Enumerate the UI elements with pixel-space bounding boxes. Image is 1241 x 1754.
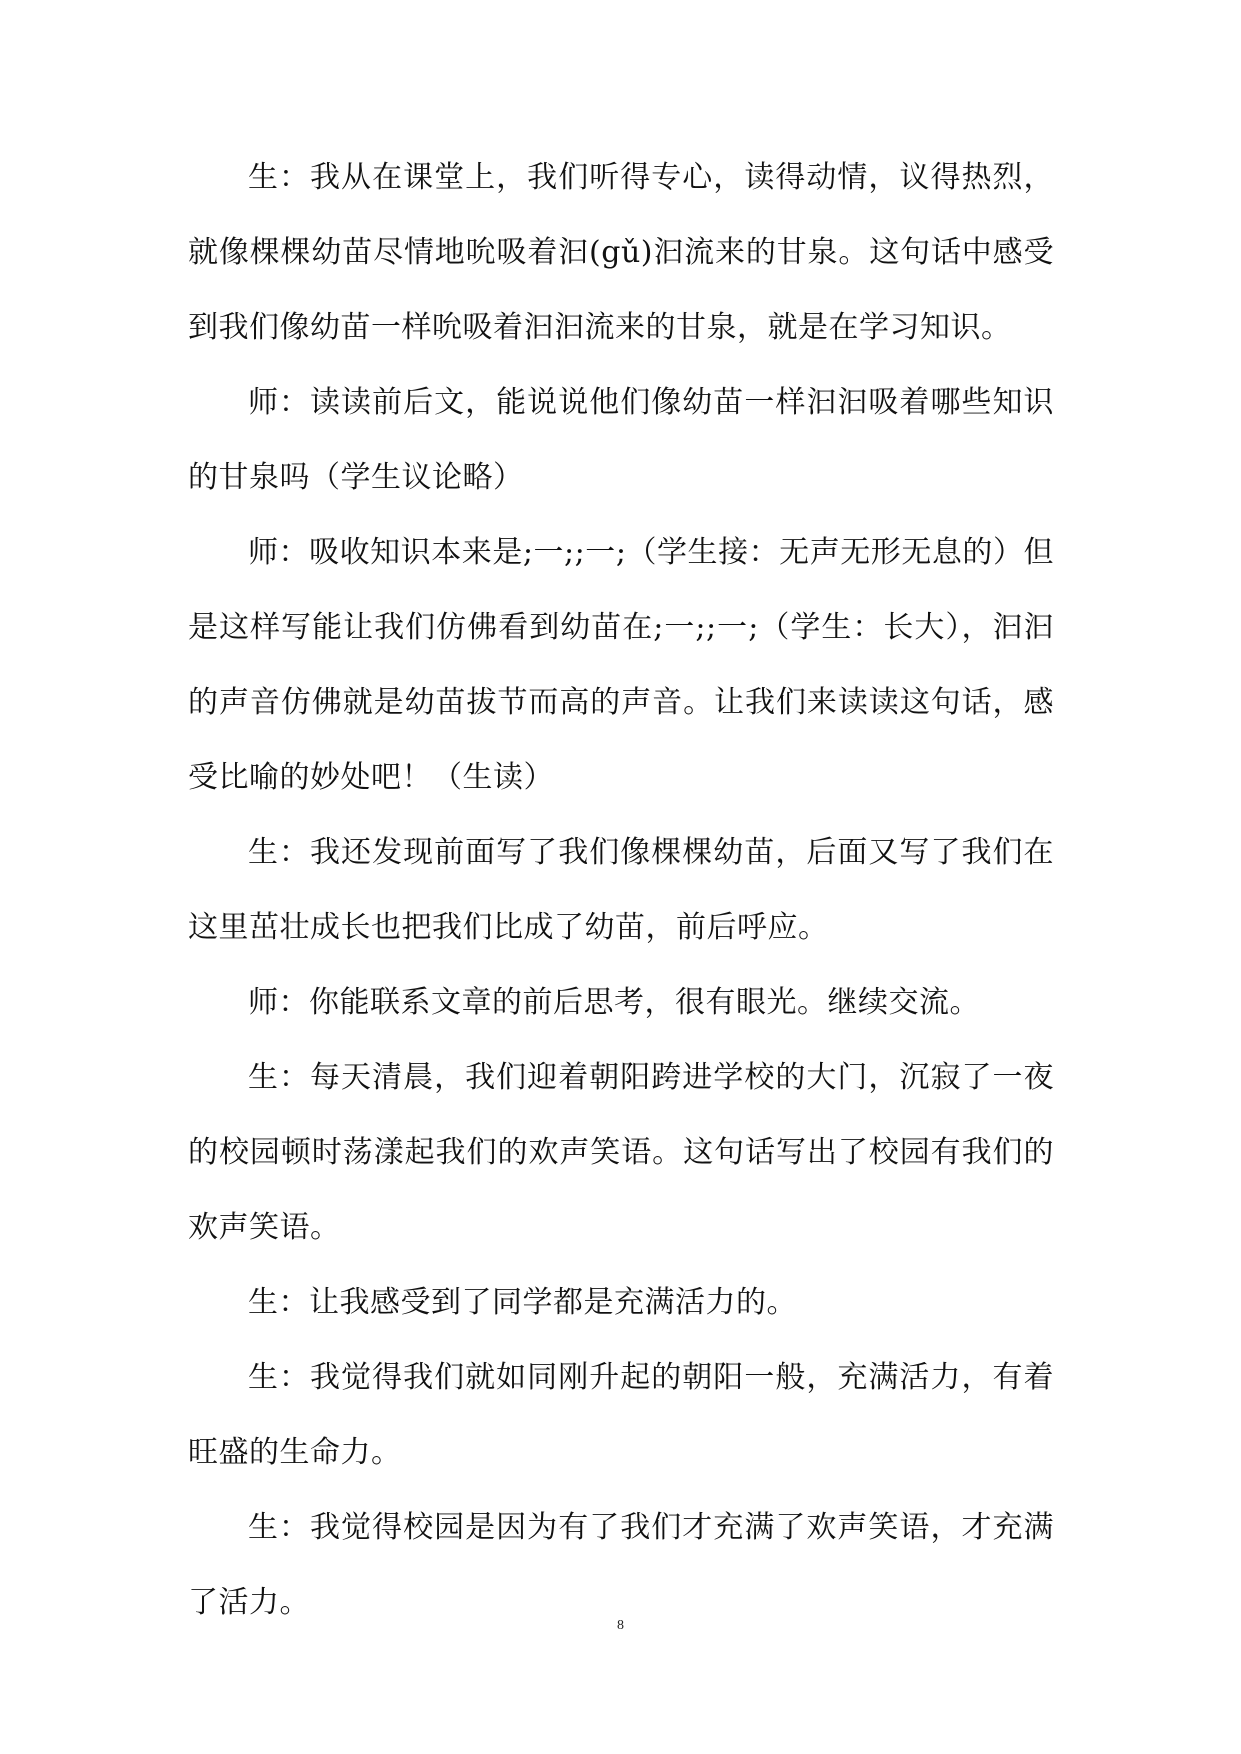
body-text <box>188 140 1054 1640</box>
paragraph-1: 生：我从在课堂上，我们听得专心，读得动情，议得热烈，就像棵棵幼苗尽情地吮吸着汩(gǔ)汩流来的甘泉。这句话中感受到我们像幼苗一样吮吸着汩汩流来的甘泉，就是在学习知识。 <box>188 160 1054 345</box>
page-number: 8 <box>617 1618 624 1633</box>
paragraph-9: 生：我觉得校园是因为有了我们才充满了欢声笑语，才充满了活力。 <box>188 1510 1054 1620</box>
paragraph-5: 师：你能联系文章的前后思考，很有眼光。继续交流。 <box>248 985 980 1020</box>
paragraph-2: 师：读读前后文，能说说他们像幼苗一样汩汩吸着哪些知识的甘泉吗（学生议论略） <box>188 385 1054 495</box>
paragraph-3: 师：吸收知识本来是;一;;一;（学生接：无声无形无息的）但是这样写能让我们仿佛看到幼苗在;一;;一;（学生：长大），汩汩的声音仿佛就是幼苗拔节而高的声音。让我们来读读这句话，感受比喻的妙处吧！（生读） <box>188 535 1054 795</box>
paragraph-4: 生：我还发现前面写了我们像棵棵幼苗，后面又写了我们在这里茁壮成长也把我们比成了幼苗，前后呼应。 <box>188 835 1054 945</box>
paragraph-7: 生：让我感受到了同学都是充满活力的。 <box>248 1285 797 1320</box>
paragraph-6: 生：每天清晨，我们迎着朝阳跨进学校的大门，沉寂了一夜的校园顿时荡漾起我们的欢声笑语。这句话写出了校园有我们的欢声笑语。 <box>188 1060 1054 1245</box>
paragraph-8: 生：我觉得我们就如同刚升起的朝阳一般，充满活力，有着旺盛的生命力。 <box>188 1360 1054 1470</box>
